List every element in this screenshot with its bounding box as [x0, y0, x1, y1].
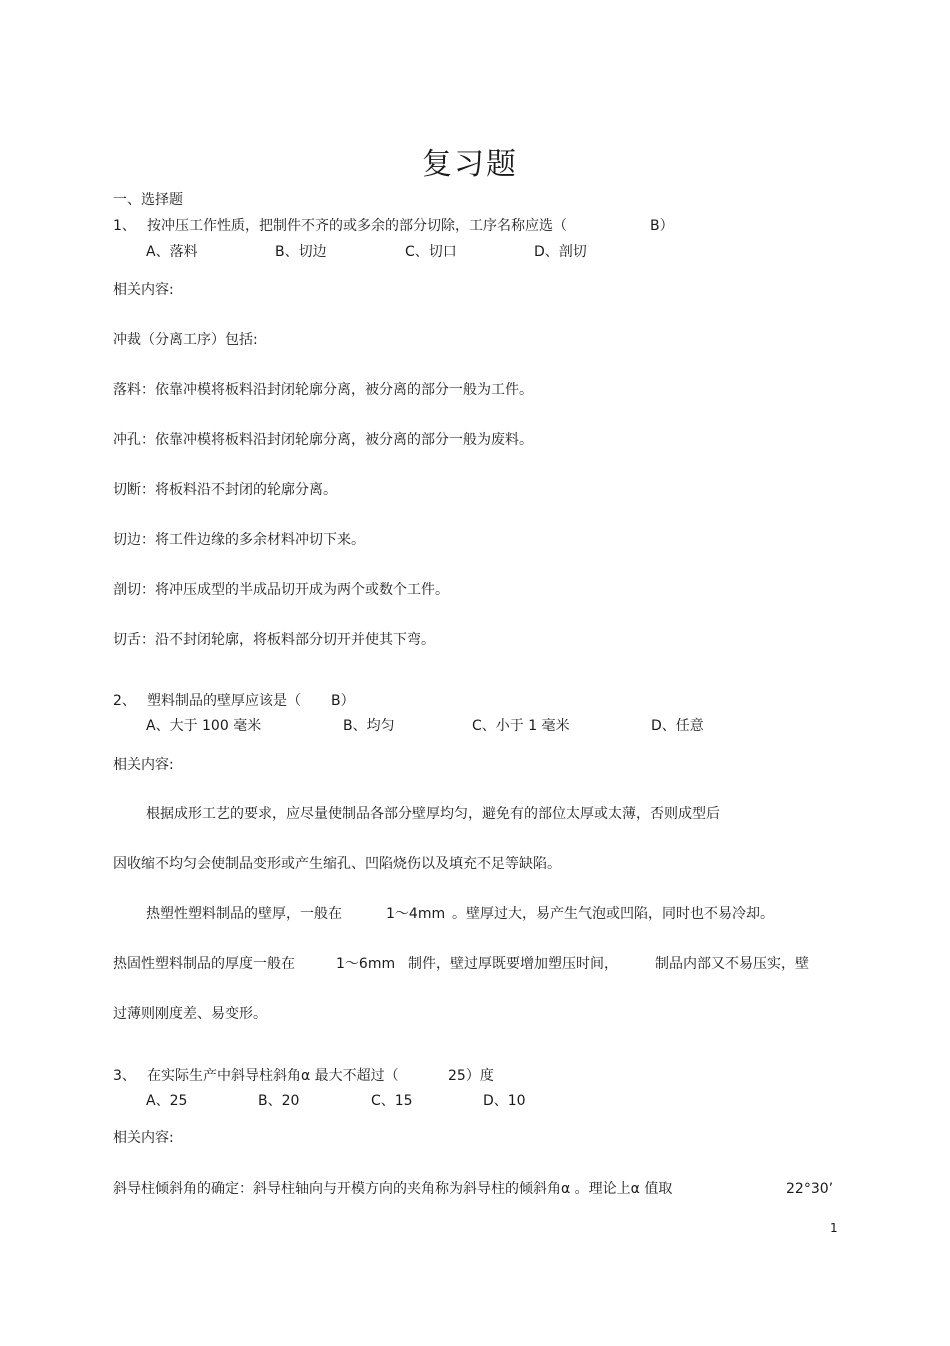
q2-related-p1-cont: 因收缩不均匀会使制品变形或产生缩孔、凹陷烧伤以及填充不足等缺陷。	[113, 856, 561, 872]
q1-option-c: C、切口	[405, 244, 457, 260]
q2-related-p1: 根据成形工艺的要求，应尽量使制品各部分壁厚均匀，避免有的部位太厚或太薄，否则成型后	[146, 806, 720, 822]
q1-related-line: 剖切：将冲压成型的半成品切开成为两个或数个工件。	[113, 582, 449, 598]
page-number: 1	[830, 1221, 838, 1235]
q1-related-label: 相关内容:	[113, 282, 174, 298]
q1-option-a: A、落料	[146, 244, 198, 260]
q2-related-label: 相关内容:	[113, 757, 174, 773]
q2-related-p3-end: 制品内部又不易压实，壁	[655, 956, 809, 972]
q1-answer: B）	[650, 218, 674, 234]
q3-answer: 25）度	[448, 1068, 494, 1084]
q2-related-p3-value: 1～6mm	[336, 956, 396, 972]
q2-related-p2-rest: 。壁厚过大，易产生气泡或凹陷，同时也不易冷却。	[452, 906, 774, 922]
q2-related-p2: 热塑性塑料制品的壁厚，一般在	[146, 906, 342, 922]
q1-option-b: B、切边	[275, 244, 327, 260]
q1-related-line: 切舌：沿不封闭轮廓，将板料部分切开并使其下弯。	[113, 632, 435, 648]
page-title: 复习题	[422, 147, 518, 182]
q3-related-label: 相关内容:	[113, 1130, 174, 1146]
q3-text: 在实际生产中斜导柱斜角α 最大不超过（	[147, 1068, 399, 1084]
q2-text: 塑料制品的壁厚应该是（	[147, 693, 301, 709]
q2-related-p2-value: 1～4mm	[386, 906, 446, 922]
q2-answer: B）	[331, 693, 355, 709]
q3-option-c: C、15	[371, 1093, 413, 1109]
q1-related-line: 冲裁（分离工序）包括:	[113, 332, 258, 348]
q2-option-a: A、大于 100 毫米	[146, 718, 262, 734]
q3-option-d: D、10	[483, 1093, 526, 1109]
q1-option-d: D、剖切	[534, 244, 587, 260]
q1-related-line: 切边：将工件边缘的多余材料冲切下来。	[113, 532, 365, 548]
q3-number: 3、	[113, 1068, 136, 1084]
q3-option-a: A、25	[146, 1093, 188, 1109]
q1-related-line: 切断：将板料沿不封闭的轮廓分离。	[113, 482, 337, 498]
q2-related-p3: 热固性塑料制品的厚度一般在	[113, 956, 295, 972]
q1-related-line: 冲孔：依靠冲模将板料沿封闭轮廓分离，被分离的部分一般为废料。	[113, 432, 533, 448]
q2-option-d: D、任意	[651, 718, 704, 734]
q2-related-p3-cont: 过薄则刚度差、易变形。	[113, 1006, 267, 1022]
q2-number: 2、	[113, 693, 136, 709]
q3-related-value: 22°30’	[786, 1181, 834, 1197]
q3-option-b: B、20	[258, 1093, 300, 1109]
q1-number: 1、	[113, 218, 136, 234]
q2-option-c: C、小于 1 毫米	[472, 718, 570, 734]
q2-related-p3-mid: 制件，壁过厚既要增加塑压时间，	[408, 956, 618, 972]
q2-option-b: B、均匀	[343, 718, 395, 734]
q1-text: 按冲压工作性质，把制件不齐的或多余的部分切除，工序名称应选（	[147, 218, 567, 234]
q1-related-line: 落料：依靠冲模将板料沿封闭轮廓分离，被分离的部分一般为工件。	[113, 382, 533, 398]
section-heading: 一、选择题	[113, 192, 183, 208]
q3-related-line: 斜导柱倾斜角的确定：斜导柱轴向与开模方向的夹角称为斜导柱的倾斜角α 。理论上α 值取	[113, 1181, 673, 1197]
